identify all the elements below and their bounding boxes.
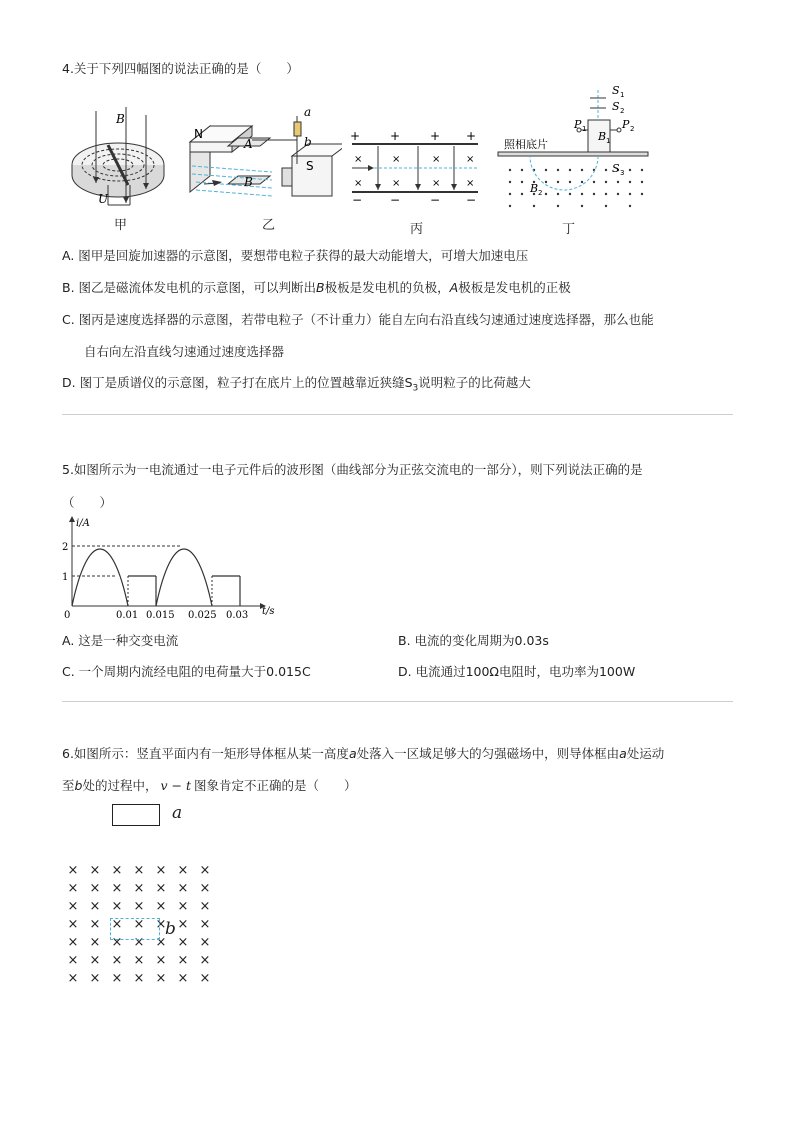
svg-text:B: B	[598, 130, 607, 143]
q4-figure-jia	[66, 105, 176, 213]
graph-xlabel: t/s	[262, 606, 275, 617]
q4-figure-yi	[182, 106, 342, 210]
caption-bing: 丙	[410, 222, 424, 237]
svg-text:+: +	[466, 129, 477, 143]
q4-option-c-cont: 自右向左沿直线匀速通过速度选择器	[84, 344, 285, 359]
conductor-frame-b	[110, 918, 160, 940]
graph-ytick-2: 2	[62, 542, 69, 553]
label-a: a	[172, 803, 183, 823]
svg-text:P: P	[622, 118, 630, 131]
graph-origin: 0	[64, 610, 71, 620]
magnetic-field-grid: × × × × × × × × × × × × × × × × × × × × × × × × × × × × × × × × × × × × × × × × × × × × × × × × ×	[67, 863, 211, 986]
yi-S-label: S	[306, 159, 314, 173]
ding-film-label: 照相底片	[504, 138, 548, 151]
yi-b-label: b	[304, 135, 312, 149]
svg-text:+: +	[350, 129, 361, 143]
q4-option-a[interactable]: A. 图甲是回旋加速器的示意图，要想带电粒子获得的最大动能增大，可增大加速电压	[62, 248, 529, 263]
svg-text:S: S	[612, 84, 620, 97]
svg-text:×: ×	[432, 178, 441, 189]
caption-yi: 乙	[262, 218, 276, 233]
graph-xtick-2: 0.015	[146, 610, 175, 620]
svg-text:1: 1	[620, 91, 625, 99]
label-b: b	[165, 919, 176, 939]
svg-text:×: ×	[354, 178, 363, 189]
divider	[62, 701, 733, 702]
q5-stem: 5.如图所示为一电流通过一电子元件后的波形图（曲线部分为正弦交流电的一部分），则下列说法正确的是	[62, 462, 643, 477]
svg-text:−: −	[430, 193, 441, 207]
q6-stem: 6.如图所示：竖直平面内有一矩形导体框从某一高度a处落入一区域足够大的匀强磁场中，则导体框由a处运动	[62, 746, 665, 761]
svg-text:−: −	[352, 193, 363, 207]
yi-a-label: a	[304, 106, 312, 119]
svg-text:−: −	[466, 193, 477, 207]
q4-figure-ding	[494, 84, 654, 208]
svg-text:×: ×	[466, 154, 475, 165]
svg-text:B: B	[530, 182, 539, 195]
yi-A-label: A	[244, 137, 253, 151]
q5-option-b[interactable]: B. 电流的变化周期为0.03s	[398, 633, 549, 648]
jia-U-label: U	[98, 192, 109, 206]
caption-jia: 甲	[114, 218, 128, 233]
svg-text:+: +	[430, 129, 441, 143]
q4-stem: 4.关于下列四幅图的说法正确的是（ ）	[62, 61, 299, 76]
yi-N-label: N	[194, 127, 203, 141]
svg-text:1: 1	[582, 125, 587, 133]
q5-option-c[interactable]: C. 一个周期内流经电阻的电荷量大于0.015C	[62, 664, 311, 679]
svg-text:×: ×	[354, 154, 363, 165]
q5-waveform-graph	[62, 516, 282, 620]
q4-option-c[interactable]: C. 图丙是速度选择器的示意图，若带电粒子（不计重力）能自左向右沿直线匀速通过速度选择器，那么也能	[62, 312, 654, 327]
svg-text:×: ×	[392, 154, 401, 165]
q5-option-a[interactable]: A. 这是一种交变电流	[62, 633, 179, 648]
graph-ylabel: i/A	[76, 518, 90, 529]
jia-B-label: B	[116, 112, 125, 126]
q4-option-d[interactable]: D. 图丁是质谱仪的示意图，粒子打在底片上的位置越靠近狭缝$S_3$说明粒子的比荷越大	[62, 375, 531, 394]
svg-text:×: ×	[432, 154, 441, 165]
svg-text:P: P	[574, 118, 582, 131]
svg-text:S: S	[612, 100, 620, 113]
svg-text:2: 2	[630, 125, 635, 133]
svg-text:2: 2	[620, 107, 625, 115]
q5-stem-cont: （ ）	[62, 495, 113, 510]
q4-option-b[interactable]: B. 图乙是磁流体发电机的示意图，可以判断出B极板是发电机的负极，A极板是发电机的正极	[62, 280, 571, 295]
conductor-frame-a	[112, 804, 160, 826]
graph-xtick-3: 0.025	[188, 610, 217, 620]
caption-ding: 丁	[562, 222, 576, 237]
graph-ytick-1: 1	[62, 572, 69, 583]
q4-figure-bing	[348, 128, 482, 208]
q5-option-d[interactable]: D. 电流通过100Ω电阻时，电功率为100W	[398, 664, 636, 679]
svg-text:×: ×	[392, 178, 401, 189]
svg-text:3: 3	[620, 169, 625, 177]
yi-B-label: B	[244, 175, 253, 189]
q6-stem-cont: 至b处的过程中， v − t 图象肯定不正确的是（ ）	[62, 778, 357, 793]
graph-xtick-4: 0.03	[226, 610, 249, 620]
divider	[62, 414, 733, 415]
svg-text:2: 2	[538, 189, 543, 197]
svg-text:S: S	[612, 162, 620, 175]
svg-text:×: ×	[466, 178, 475, 189]
svg-text:−: −	[390, 193, 401, 207]
svg-text:1: 1	[606, 137, 611, 145]
graph-xtick-1: 0.01	[116, 610, 139, 620]
svg-text:+: +	[390, 129, 401, 143]
